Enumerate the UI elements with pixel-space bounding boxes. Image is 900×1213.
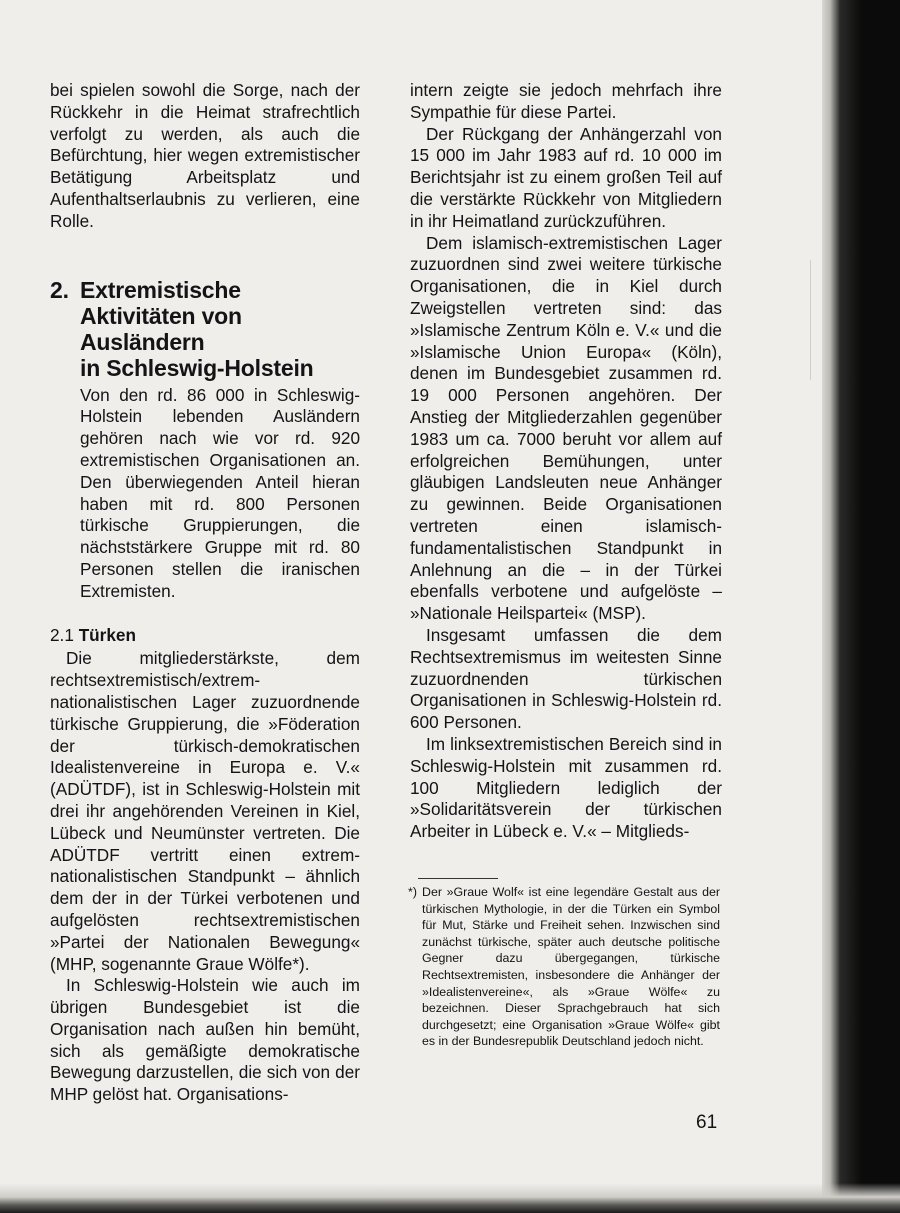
section-heading-line-2: Aktivitäten von xyxy=(80,302,242,329)
paragraph-section-2: Von den rd. 86 000 in Schleswig-Holstein lebenden Ausländern gehören nach wie vor rd. 920 extremistischen Organisationen an. Den überwiegenden Anteil hieran haben mit rd. 800 Personen türkische Gruppierungen, die nächststärkere Gruppe mit rd. 80 Personen stellen die iranischen Extremisten. xyxy=(80,384,360,601)
paragraph-insgesamt: Insgesamt umfassen die dem Rechtsextremismus im weitesten Sinne zuzuordnenden türkischen Organisationen in Schleswig-Holstein rd. 600 Personen. xyxy=(410,624,722,733)
paragraph-linksextremistisch: Im linksextremistischen Bereich sind in Schleswig-Holstein mit zusammen rd. 100 Mitgliedern lediglich der »Solidaritätsverein der türkischen Arbeiter in Lübeck e. V.« – Mitglieds- xyxy=(410,733,722,842)
paragraph-tuerken-1: Die mitgliederstärkste, dem rechtsextremistisch/extrem-nationalistischen Lager zuzuordnende türkische Gruppierung, die »Föderation der türkisch-demokratischen Idealistenvereine in Europa e. V.« (ADÜTDF), ist in Schleswig-Holstein mit drei ihr angehörenden Vereinen in Kiel, Lübeck und Neumünster vertreten. Die ADÜTDF vertritt einen extrem-nationalistischen Standpunkt – ähnlich dem der in der Türkei verbotenen und aufgelösten rechtsextremistischen »Partei der Nationalen Bewegung« (MHP, sogenannte Graue Wölfe*). xyxy=(50,648,360,974)
bottom-edge-shadow xyxy=(0,1183,900,1213)
footnote-marker: *) xyxy=(408,885,417,899)
footnote-divider xyxy=(418,878,498,879)
subsection-heading xyxy=(50,625,360,647)
subsection-number: 2.1 xyxy=(50,624,74,645)
page-edge-shadow xyxy=(822,0,900,1213)
section-number: 2. xyxy=(50,276,69,303)
section-heading-line-3: Ausländern xyxy=(80,328,205,355)
section-heading xyxy=(50,277,360,381)
paragraph-tuerken-2: In Schleswig-Holstein wie auch im übrigen Bundesgebiet ist die Organisation nach außen hin bemüht, sich als gemäßigte demokratische Bewegung darzustellen, die sich von der MHP gelöst hat. Organisations- xyxy=(50,975,360,1105)
subsection-title: Türken xyxy=(78,624,136,645)
section-heading-line-1: Extremistische xyxy=(80,276,241,303)
footnote xyxy=(408,884,720,1050)
page-number: 61 xyxy=(696,1112,718,1133)
left-column xyxy=(50,80,360,1106)
paragraph-continuation: intern zeigte sie jedoch mehrfach ihre Sympathie für diese Partei. xyxy=(410,80,722,122)
footnote-text: Der »Graue Wolf« ist eine legendäre Gestalt aus der türkischen Mythologie, in der die Türken ein Symbol für Mut, Stärke und Freiheit sehen. Inzwischen sind zunächst türkische, später auch deutsche politische Gegner dazu übergegangen, türkische Rechtsextremisten, insbesondere die Anhänger der »Idealistenvereine«, als »Graue Wölfe« zu bezeichnen. Dieser Sprachgebrauch hat sich durchgesetzt; eine Organisation »Graue Wölfe« gibt es in der Bundesrepublik Deutschland jedoch nicht. xyxy=(422,885,720,1049)
paragraph-intro: bei spielen sowohl die Sorge, nach der Rückkehr in die Heimat strafrechtlich verfolgt zu werden, als auch die Befürchtung, hier wegen extremistischer Betätigung Arbeitsplatz und Aufenthaltserlaubnis zu verlieren, eine Rolle. xyxy=(50,80,360,231)
right-column xyxy=(410,80,722,843)
paragraph-islamisch: Dem islamisch-extremistischen Lager zuzuordnen sind zwei weitere türkische Organisationen, die in Kiel durch Zweigstellen vertreten sind: das »Islamische Zentrum Köln e. V.« und die »Islamische Union Europa« (Köln), denen im Bundesgebiet zusammen rd. 19 000 Personen angehören. Der Anstieg der Mitgliederzahlen gegenüber 1983 um ca. 7000 beruht vor allem auf erfolgreichen Bemühungen, unter gläubigen Landsleuten neue Anhänger zu gewinnen. Beide Organisationen vertreten einen islamisch-fundamentalistischen Standpunkt in Anlehnung an die – in der Türkei ebenfalls verbotene und aufgelöste – »Nationale Heilspartei« (MSP). xyxy=(410,232,722,624)
section-heading-line-4: in Schleswig-Holstein xyxy=(80,354,314,381)
page-crease xyxy=(810,260,811,380)
paragraph-rueckgang: Der Rückgang der Anhängerzahl von 15 000 im Jahr 1983 auf rd. 10 000 im Berichtsjahr ist zu einem großen Teil auf die verstärkte Rückkehr von Mitgliedern in ihr Heimatland zurückzuführen. xyxy=(410,123,722,231)
